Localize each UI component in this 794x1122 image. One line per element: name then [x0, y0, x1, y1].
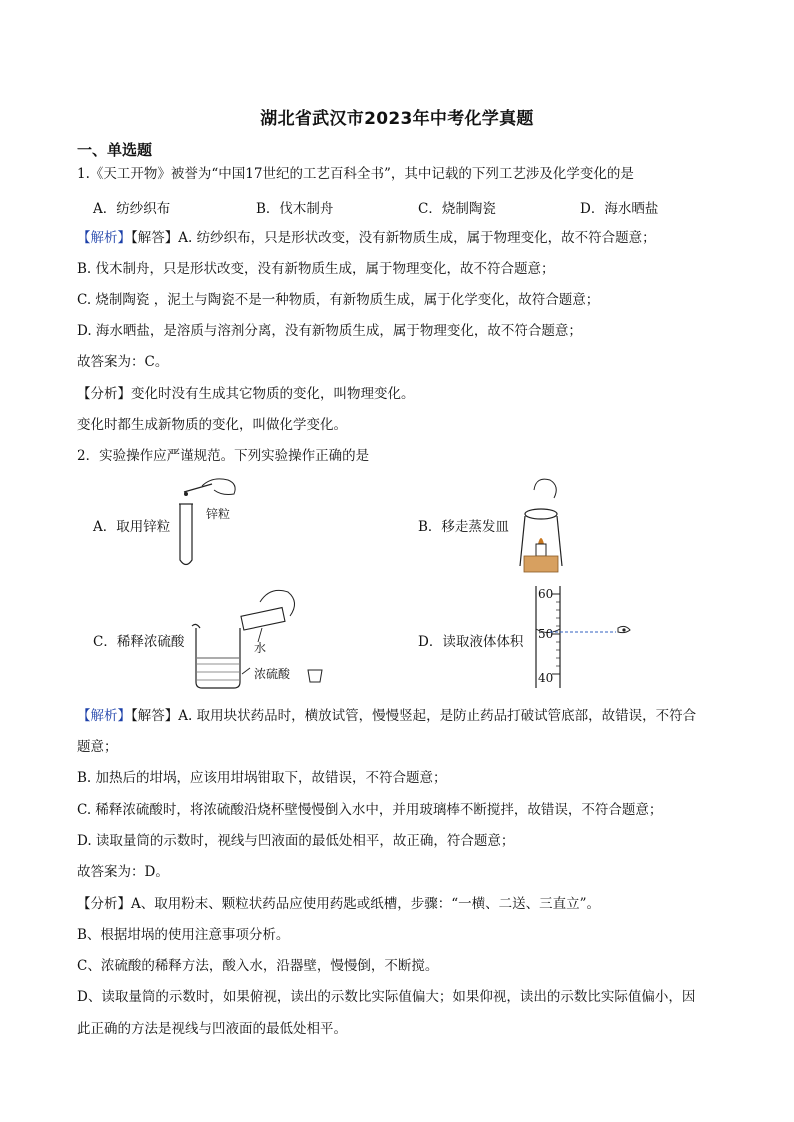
- q2-stem: 2．实验操作应严谨规范。下列实验操作正确的是: [77, 448, 370, 464]
- q1-answer: 故答案为：C。: [77, 354, 169, 370]
- q2-analysis-note: 此正确的方法是视线与凹液面的最低处相平。: [77, 1021, 347, 1037]
- q1-option-d: D．海水晒盐: [580, 201, 659, 217]
- q1-analysis-line: D. 海水晒盐，是溶质与溶剂分离，没有新物质生成，属于物理变化，故不符合题意；: [77, 323, 582, 339]
- q2-option-c: C．稀释浓硫酸: [93, 634, 185, 650]
- q1-analysis-note: 【分析】变化时没有生成其它物质的变化，叫物理变化。: [77, 386, 415, 402]
- q1-analysis-tag: 【解析】: [77, 230, 131, 246]
- q1-analysis-line: C. 烧制陶瓷 ，泥土与陶瓷不是一种物质，有新物质生成，属于化学变化，故符合题意；: [77, 292, 600, 308]
- q1-option-b: B．伐木制舟: [256, 201, 334, 217]
- page-title: 湖北省武汉市2023年中考化学真题: [260, 109, 534, 129]
- scale-50-label: 50: [538, 627, 554, 641]
- q1-analysis-note: 变化时都生成新物质的变化，叫做化学变化。: [77, 417, 347, 433]
- acid-label: 浓硫酸: [254, 667, 291, 681]
- q2-option-b: B．移走蒸发皿: [418, 519, 509, 535]
- q1-option-c: C．烧制陶瓷: [418, 201, 496, 217]
- figure-graduated-cylinder: [530, 584, 640, 690]
- zinc-label: 锌粒: [206, 507, 231, 521]
- q1-stem: 1.《天工开物》被誉为“中国17世纪的工艺百科全书”，其中记载的下列工艺涉及化学变化的是: [77, 166, 634, 182]
- water-label: 水: [254, 641, 267, 655]
- section-heading: 一、单选题: [77, 141, 153, 159]
- scale-40-label: 40: [538, 671, 554, 685]
- q2-analysis-note: 【分析】A、取用粉末、颗粒状药品应使用药匙或纸槽，步骤：“一横、二送、三直立”。: [77, 896, 601, 912]
- q2-answer: 故答案为：D。: [77, 864, 169, 880]
- q1-analysis-line: B. 伐木制舟，只是形状改变，没有新物质生成，属于物理变化，故不符合题意；: [77, 261, 555, 277]
- q2-option-a: A．取用锌粒: [93, 519, 171, 535]
- q2-analysis-line: C. 稀释浓硫酸时，将浓硫酸沿烧杯壁慢慢倒入水中，并用玻璃棒不断搅拌，故错误，不符合题意；: [77, 802, 663, 818]
- figure-dilution: [190, 582, 330, 692]
- q1-analysis-line: 【解析】【解答】A. 纺纱织布，只是形状改变，没有新物质生成，属于物理变化，故不符合题意；: [77, 230, 656, 246]
- q2-analysis-tag: 【解析】: [77, 708, 131, 724]
- q1-option-a: A．纺纱织布: [93, 201, 171, 217]
- q2-option-d: D．读取液体体积: [418, 634, 524, 650]
- q2-analysis-line: B. 加热后的坩埚，应该用坩埚钳取下，故错误，不符合题意；: [77, 770, 447, 786]
- q2-analysis-note: D、读取量筒的示数时，如果俯视，读出的示数比实际值偏大；如果仰视，读出的示数比实际值偏小，因: [77, 989, 696, 1005]
- q2-analysis-note: C、浓硫酸的稀释方法，酸入水，沿器壁，慢慢倒，不断搅。: [77, 958, 439, 974]
- figure-evaporating-dish: [516, 474, 566, 574]
- q2-analysis-line: D. 读取量筒的示数时，视线与凹液面的最低处相平，故正确，符合题意；: [77, 833, 515, 849]
- q2-analysis-line: 【解析】【解答】A. 取用块状药品时，横放试管，慢慢竖起，是防止药品打破试管底部，故错误，不符合: [77, 708, 697, 724]
- figure-zinc-tube: [172, 472, 252, 572]
- q2-analysis-note: B、根据坩埚的使用注意事项分析。: [77, 927, 290, 943]
- q2-analysis-line: 题意；: [77, 739, 118, 755]
- scale-60-label: 60: [538, 587, 554, 601]
